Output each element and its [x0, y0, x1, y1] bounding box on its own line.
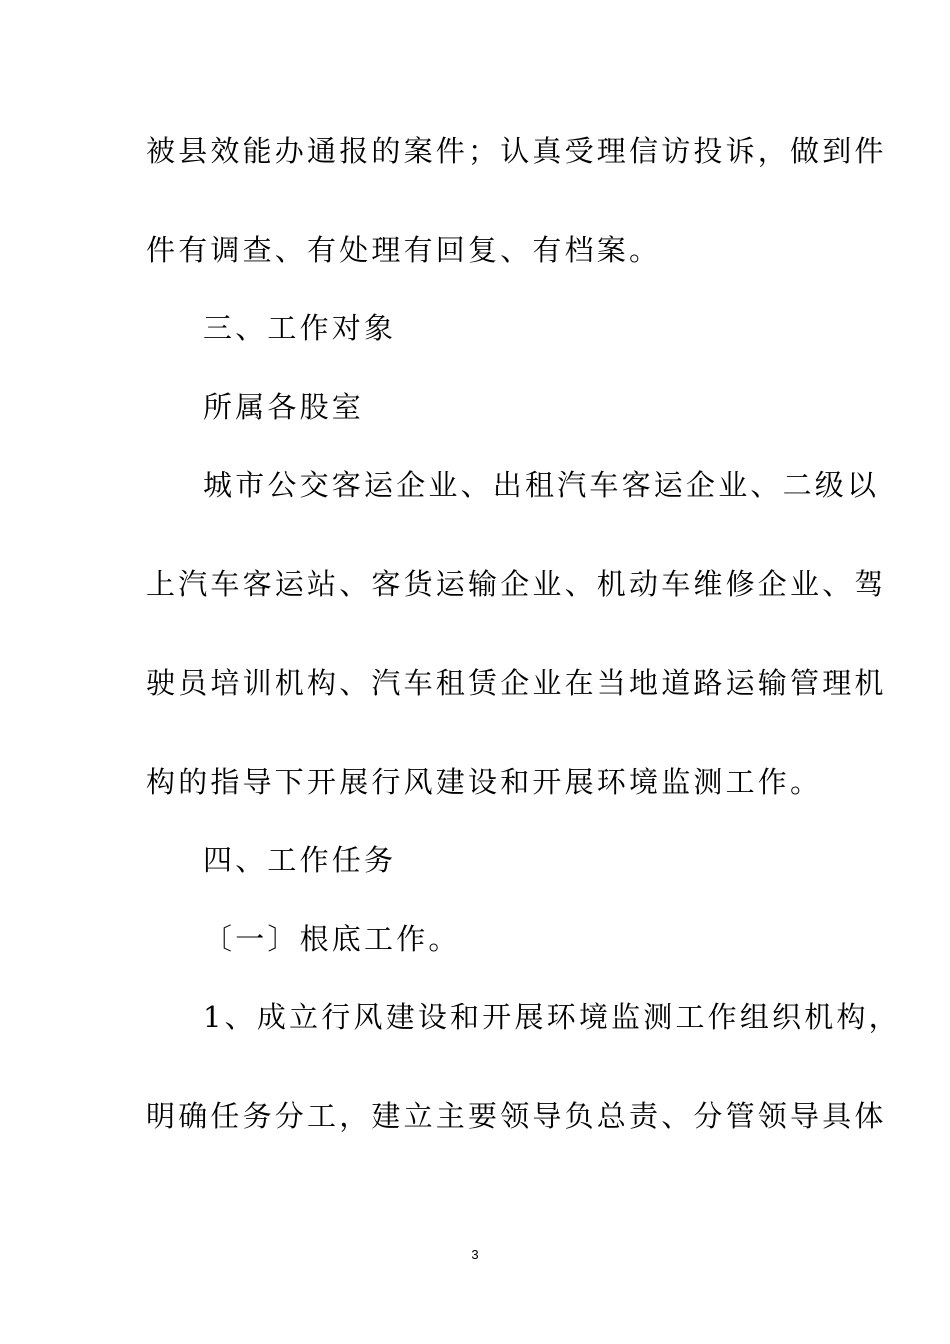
paragraph-line: 上汽车客运站、客货运输企业、机动车维修企业、驾 — [146, 567, 887, 601]
subsection-heading: 〔一〕根底工作。 — [203, 922, 461, 956]
paragraph-line: 所属各股室 — [203, 390, 365, 424]
paragraph-line: 明确任务分工，建立主要领导负总责、分管领导具体 — [146, 1099, 887, 1133]
section-heading: 三、工作对象 — [203, 311, 397, 345]
paragraph-line: 件有调查、有处理有回复、有档案。 — [146, 233, 662, 267]
paragraph-line: 构的指导下开展行风建设和开展环境监测工作。 — [146, 765, 823, 799]
paragraph-line: 驶员培训机构、汽车租赁企业在当地道路运输管理机 — [146, 666, 887, 700]
paragraph-line: 被县效能办通报的案件；认真受理信访投诉，做到件 — [146, 134, 887, 168]
page-number: 3 — [471, 1247, 479, 1262]
section-heading: 四、工作任务 — [203, 843, 397, 877]
paragraph-line: 城市公交客运企业、出租汽车客运企业、二级以 — [203, 468, 880, 502]
paragraph-line: 1、成立行风建设和开展环境监测工作组织机构， — [203, 1000, 901, 1034]
